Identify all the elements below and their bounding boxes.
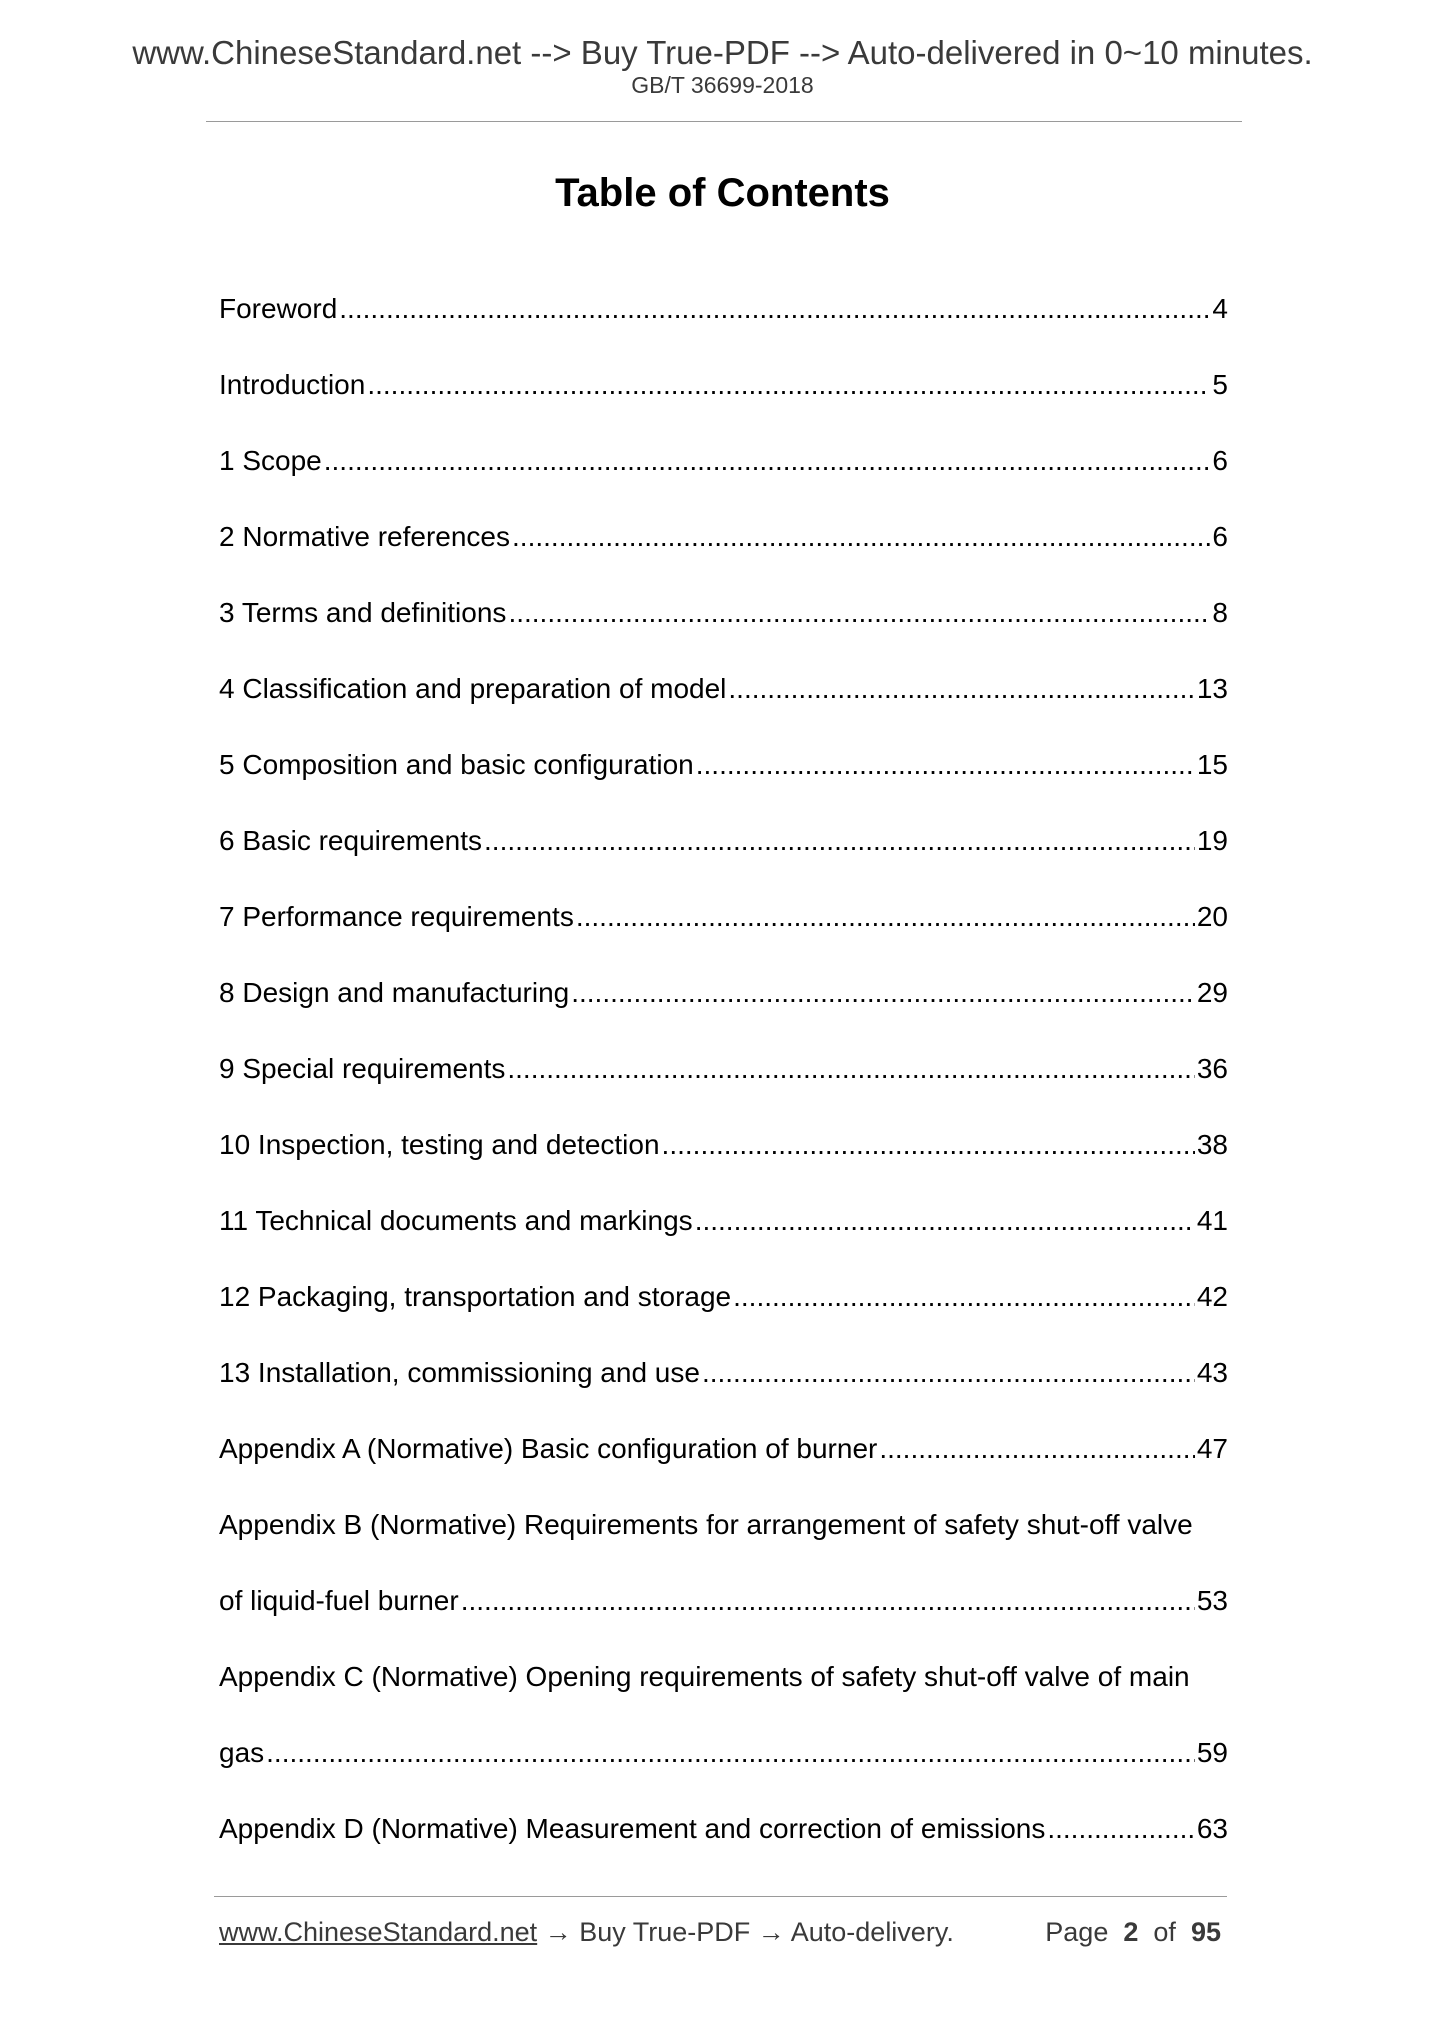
toc-entry-composition[interactable] [219,745,1228,821]
toc-entry-page: 19 [1196,825,1228,856]
toc-entry-performance-requirements[interactable] [219,897,1228,973]
toc-entry-appendix-c-line1[interactable] [219,1657,1228,1733]
dot-leader [702,1353,1195,1393]
toc-entry-label: 7 Performance requirements [219,901,574,932]
top-banner: www.ChineseStandard.net --> Buy True-PDF --> Auto-delivered in 0~10 minutes. [132,34,1313,71]
toc-entry-appendix-d[interactable] [219,1809,1228,1885]
toc-entry-appendix-c-line2[interactable] [219,1733,1228,1809]
of-word: of [1153,1917,1176,1947]
toc-entry-appendix-a[interactable] [219,1429,1228,1505]
toc-entry-introduction[interactable] [219,365,1228,441]
dot-leader [695,1201,1195,1241]
toc-entry-foreword[interactable] [219,289,1228,365]
header-divider [206,121,1242,122]
toc-entry-label: 10 Inspection, testing and detection [219,1129,660,1160]
toc-entry-page: 41 [1196,1205,1228,1236]
footer-tagline [219,1916,954,1948]
dot-leader [508,593,1210,633]
toc-entry-label: Appendix A (Normative) Basic configuration of burner [219,1433,878,1464]
toc-entry-special-requirements[interactable] [219,1049,1228,1125]
toc-entry-page: 15 [1196,749,1228,780]
dot-leader [728,669,1194,709]
page-current: 2 [1123,1917,1139,1947]
toc-entry-page: 42 [1196,1281,1228,1312]
toc-entry-page: 36 [1196,1053,1228,1084]
dot-leader [1047,1809,1195,1849]
toc-entry-page: 29 [1196,977,1228,1008]
dot-leader [512,517,1210,557]
toc-entry-terms-definitions[interactable] [219,593,1228,669]
toc-entry-technical-documents[interactable] [219,1201,1228,1277]
document-code: GB/T 36699-2018 [631,72,814,98]
page-total: 95 [1190,1917,1221,1947]
dot-leader [324,441,1211,481]
dot-leader [484,821,1195,861]
toc-entry-label: Foreword [219,293,338,324]
toc-entry-label: Appendix B (Normative) Requirements for arrangement of safety shut-off valve [219,1509,1193,1540]
page-word: Page [1045,1917,1109,1947]
dot-leader [461,1581,1195,1621]
toc-entry-page: 4 [1212,293,1228,324]
toc-entry-page: 5 [1212,369,1228,400]
dot-leader [696,745,1195,785]
dot-leader [266,1733,1195,1773]
toc-entry-page: 6 [1212,521,1228,552]
toc-entry-label: 6 Basic requirements [219,825,483,856]
toc-entry-label: 3 Terms and definitions [219,597,507,628]
dot-leader [507,1049,1194,1089]
toc-entry-page: 13 [1196,673,1228,704]
toc-entry-appendix-b-line1[interactable] [219,1505,1228,1581]
toc-entry-label: 13 Installation, commissioning and use [219,1357,700,1388]
toc-entry-packaging[interactable] [219,1277,1228,1353]
dot-leader [576,897,1195,937]
dot-leader [367,365,1210,405]
toc-entry-label: 5 Composition and basic configuration [219,749,694,780]
toc-entry-page: 43 [1196,1357,1228,1388]
toc-entry-page: 53 [1196,1585,1228,1616]
toc-entry-page: 6 [1212,445,1228,476]
table-of-contents [219,289,1228,1885]
toc-entry-label: 9 Special requirements [219,1053,506,1084]
footer-tagline-text: → Buy True-PDF → Auto-delivery. [537,1917,954,1947]
toc-entry-label: Appendix C (Normative) Opening requirements of safety shut-off valve of main [219,1661,1190,1692]
dot-leader [879,1429,1195,1469]
toc-entry-page: 20 [1196,901,1228,932]
toc-entry-page: 47 [1196,1433,1228,1464]
toc-entry-page: 59 [1196,1737,1228,1768]
dot-leader [571,973,1195,1013]
dot-leader [662,1125,1195,1165]
dot-leader [339,289,1210,329]
dot-leader [733,1277,1195,1317]
toc-entry-label: of liquid-fuel burner [219,1585,459,1616]
toc-entry-label: Introduction [219,369,366,400]
toc-entry-installation[interactable] [219,1353,1228,1429]
toc-entry-inspection[interactable] [219,1125,1228,1201]
toc-entry-label: 2 Normative references [219,521,511,552]
toc-entry-label: 11 Technical documents and markings [219,1205,693,1236]
toc-entry-design-manufacturing[interactable] [219,973,1228,1049]
toc-entry-label: 12 Packaging, transportation and storage [219,1281,732,1312]
toc-entry-scope[interactable] [219,441,1228,517]
toc-entry-normative-references[interactable] [219,517,1228,593]
footer-site-link[interactable]: www.ChineseStandard.net [219,1917,538,1947]
toc-entry-basic-requirements[interactable] [219,821,1228,897]
toc-entry-label: 8 Design and manufacturing [219,977,570,1008]
footer-divider [214,1896,1227,1897]
toc-entry-label: Appendix D (Normative) Measurement and correction of emissions [219,1813,1046,1844]
toc-entry-label: 1 Scope [219,445,322,476]
page-title: Table of Contents [555,171,890,215]
toc-entry-appendix-b-line2[interactable] [219,1581,1228,1657]
toc-entry-page: 8 [1212,597,1228,628]
toc-entry-page: 63 [1196,1813,1228,1844]
page-indicator [1045,1916,1221,1948]
toc-entry-page: 38 [1196,1129,1228,1160]
toc-entry-classification[interactable] [219,669,1228,745]
toc-entry-label: gas [219,1737,265,1768]
toc-entry-label: 4 Classification and preparation of model [219,673,727,704]
